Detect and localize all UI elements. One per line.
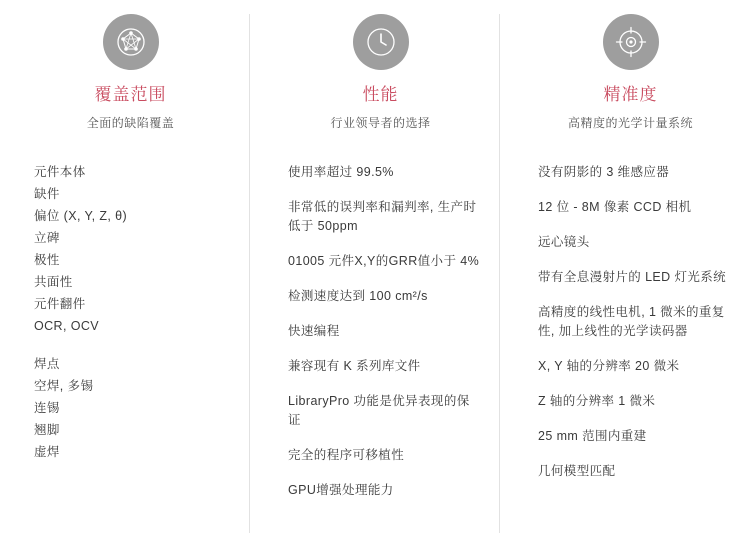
list-item: 空焊, 多锡 (34, 379, 94, 393)
column-coverage-subtitle: 全面的缺陷覆盖 (86, 116, 175, 130)
list-item: GPU增强处理能力 (288, 483, 394, 497)
list-item: 检测速度达到 100 cm²/s (288, 289, 428, 303)
list-item: 12 位 - 8M 像素 CCD 相机 (538, 200, 692, 214)
column-accuracy-subtitle: 高精度的光学计量系统 (567, 116, 693, 130)
column-accuracy-header (530, 14, 731, 131)
column-performance (249, 14, 499, 533)
list-item: 元件翻件 (34, 297, 86, 311)
column-performance-header (280, 14, 481, 131)
accuracy-target-icon (603, 14, 659, 70)
list-item: LibraryPro 功能是优异表现的保证 (288, 394, 470, 427)
list-item: 带有全息漫射片的 LED 灯光系统 (538, 270, 727, 284)
list-item: 完全的程序可移植性 (288, 448, 405, 462)
column-accuracy-title: 精准度 (603, 85, 658, 104)
performance-clock-icon (353, 14, 409, 70)
list-item: 01005 元件X,Y的GRR值小于 4% (288, 254, 480, 268)
list-item: 虚焊 (34, 445, 60, 459)
column-coverage (0, 14, 249, 533)
column-performance-subtitle: 行业领导者的选择 (330, 116, 431, 130)
list-item: 高精度的线性电机, 1 微米的重复性, 加上线性的光学读码器 (538, 305, 725, 338)
list-item: OCR, OCV (34, 319, 100, 333)
column-coverage-title: 覆盖范围 (94, 85, 167, 104)
column-coverage-header (30, 14, 231, 131)
list-item: X, Y 轴的分辨率 20 微米 (538, 359, 680, 373)
list-item: Z 轴的分辨率 1 微米 (538, 394, 656, 408)
column-accuracy (499, 14, 749, 533)
list-item: 极性 (34, 253, 60, 267)
list-item: 翘脚 (34, 423, 60, 437)
list-item: 偏位 (X, Y, Z, θ) (34, 209, 128, 223)
list-item: 焊点 (34, 357, 60, 371)
list-item: 元件本体 (34, 165, 86, 179)
column-performance-list (280, 163, 481, 500)
list-item: 兼容现有 K 系列库文件 (288, 359, 421, 373)
column-accuracy-list (530, 163, 731, 481)
coverage-network-icon (103, 14, 159, 70)
list-item: 没有阴影的 3 维感应器 (538, 165, 670, 179)
list-item: 共面性 (34, 275, 73, 289)
list-item: 远心镜头 (538, 235, 590, 249)
list-item: 25 mm 范围内重建 (538, 429, 647, 443)
list-item: 几何模型匹配 (538, 464, 616, 478)
column-performance-title: 性能 (362, 85, 399, 104)
list-item: 缺件 (34, 187, 60, 201)
column-coverage-list (30, 163, 231, 461)
list-item: 使用率超过 99.5% (288, 165, 394, 179)
list-item: 非常低的误判率和漏判率, 生产时低于 50ppm (288, 200, 477, 233)
list-item: 立碑 (34, 231, 60, 245)
list-item: 快速编程 (288, 324, 340, 338)
list-item: 连锡 (34, 401, 60, 415)
